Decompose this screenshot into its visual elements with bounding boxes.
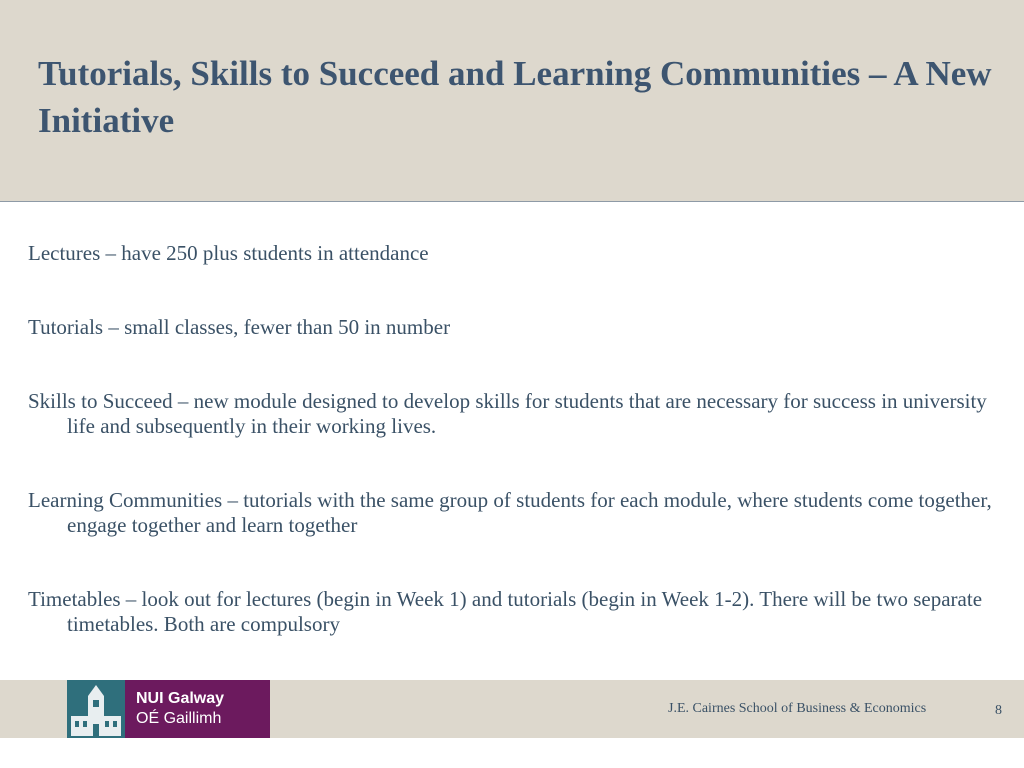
- quadrangle-tower-icon: [67, 680, 125, 738]
- title-band: [0, 0, 1024, 202]
- slide-body: [28, 241, 1003, 686]
- paragraph-timetables: Timetables – look out for lectures (begin in Week 1) and tutorials (begin in Week 1-2). There will be two separate timetables. Both are compulsory: [28, 587, 983, 636]
- page-number: 8: [995, 703, 1002, 718]
- logo-wordmark: [125, 680, 270, 738]
- logo-line-english: NUI Galway: [136, 690, 225, 707]
- footer-band: [0, 680, 1024, 738]
- paragraph-learning-communities: Learning Communities – tutorials with the same group of students for each module, where students come together, engage together and learn together: [28, 488, 992, 537]
- slide-title: Tutorials, Skills to Succeed and Learning Communities – A New Initiative: [38, 54, 992, 140]
- footer-school-name: J.E. Cairnes School of Business & Economics: [668, 701, 927, 716]
- paragraph-tutorials: Tutorials – small classes, fewer than 50 in number: [28, 315, 451, 339]
- logo-line-irish: OÉ Gaillimh: [136, 710, 222, 727]
- paragraph-skills-to-succeed: Skills to Succeed – new module designed to develop skills for students that are necessary for success in university life and subsequently in their working lives.: [28, 389, 987, 438]
- paragraph-lectures: Lectures – have 250 plus students in attendance: [28, 241, 429, 265]
- nui-galway-logo: [67, 680, 270, 738]
